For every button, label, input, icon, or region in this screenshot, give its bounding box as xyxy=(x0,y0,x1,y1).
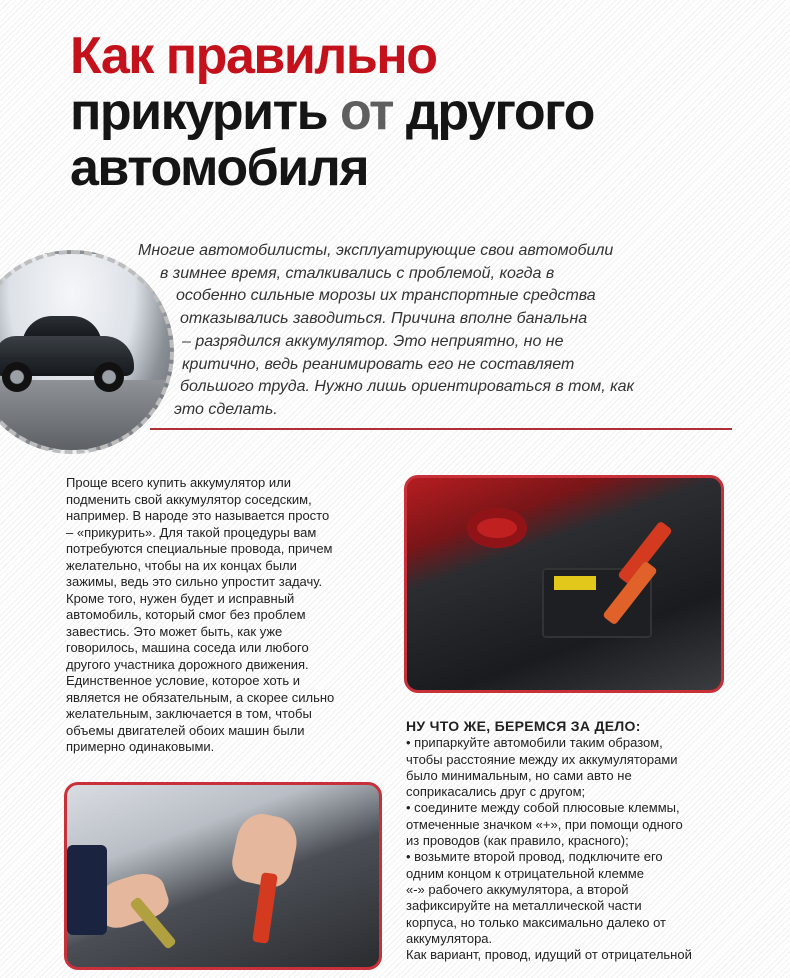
intro-line: – разрядился аккумулятор. Это неприятно, но не xyxy=(182,332,564,350)
car-wheel-rear xyxy=(94,362,124,392)
paragraph-line: примерно одинаковыми. xyxy=(66,739,215,754)
step-line: зафиксируйте на металлической части xyxy=(406,898,642,914)
step-line: соприкасались друг с другом; xyxy=(406,784,586,800)
title-line-1: Как правильно xyxy=(70,27,437,85)
paragraph-line: например. В народе это называется просто xyxy=(66,508,330,523)
step-line: было минимальным, но сами авто не xyxy=(406,767,632,783)
intro-paragraph xyxy=(138,240,658,422)
engine-bay-photo xyxy=(404,475,724,693)
intro-line: Многие автомобилисты, эксплуатирующие свои автомобили xyxy=(138,242,614,259)
paragraph-line: Единственное условие, которое хоть и xyxy=(66,673,301,688)
battery-label-shape xyxy=(554,576,596,590)
paragraph-line: потребуются специальные провода, причем xyxy=(66,541,333,556)
intro-line: отказывались заводиться. Причина вполне банальна xyxy=(180,310,588,328)
paragraph-line: – «прикурить». Для такой процедуры вам xyxy=(66,524,317,540)
paragraph-line: подменить свой аккумулятор соседским, xyxy=(66,491,312,507)
steps-heading: НУ ЧТО ЖЕ, БЕРЕМСЯ ЗА ДЕЛО: xyxy=(406,718,641,734)
title-line-3: автомобиля xyxy=(70,139,369,197)
title-line-2: прикурить от другого xyxy=(70,83,594,141)
step-line: одним концом к отрицательной клемме xyxy=(406,865,644,881)
step-line: «-» рабочего аккумулятора, а второй xyxy=(406,881,629,897)
step-line: аккумулятора. xyxy=(406,930,493,946)
body-text-left xyxy=(66,475,386,756)
step-line: Как вариант, провод, идущий от отрицательной xyxy=(406,947,692,963)
sleeve-shape xyxy=(67,845,107,935)
step-line: • припаркуйте автомобили таким образом, xyxy=(406,735,663,751)
intro-line: большого труда. Нужно лишь ориентироваться в том, как xyxy=(180,378,635,396)
paragraph-line: желательно, чтобы на их концах были xyxy=(66,557,297,573)
paragraph-line: объемы двигателей обоих машин были xyxy=(66,722,305,738)
paragraph-line: зажимы, ведь это сильно упростит задачу. xyxy=(66,574,323,589)
steps-section xyxy=(406,718,736,963)
step-line: отмеченные значком «+», при помощи одного xyxy=(406,816,683,832)
paragraph-line: Кроме того, нужен будет и исправный xyxy=(66,590,295,606)
intro-line: это сделать. xyxy=(174,400,278,418)
article-title xyxy=(70,28,594,196)
section-divider xyxy=(150,428,732,430)
intro-line: в зимнее время, сталкивались с проблемой, когда в xyxy=(160,264,555,282)
step-line: чтобы расстояние между их аккумуляторами xyxy=(406,751,678,767)
paragraph-line: другого участника дорожного движения. xyxy=(66,656,309,672)
paragraph-line: автомобиль, который смог без проблем xyxy=(66,607,306,622)
step-line: корпуса, но только максимально далеко от xyxy=(406,914,666,930)
paragraph-line: завестись. Это может быть, как уже xyxy=(66,623,283,639)
hands-with-clamps-photo xyxy=(64,782,382,970)
car-wheel-front xyxy=(2,362,32,392)
step-line: из проводов (как правило, красного); xyxy=(406,833,629,849)
step-line: • соедините между собой плюсовые клеммы, xyxy=(406,800,680,816)
intro-line: особенно сильные морозы их транспортные средства xyxy=(176,287,596,305)
paragraph-line: желательным, заключается в том, чтобы xyxy=(66,706,312,721)
paragraph-line: Проще всего купить аккумулятор или xyxy=(66,475,291,490)
intro-line: критично, ведь реанимировать его не составляет xyxy=(182,355,575,373)
step-line: • возьмите второй провод, подключите его xyxy=(406,849,663,865)
paragraph-line: говорилось, машина соседа или любого xyxy=(66,640,309,655)
paragraph-line: является не обязательным, а скорее сильно xyxy=(66,689,335,705)
strut-mount-shape xyxy=(467,508,527,548)
